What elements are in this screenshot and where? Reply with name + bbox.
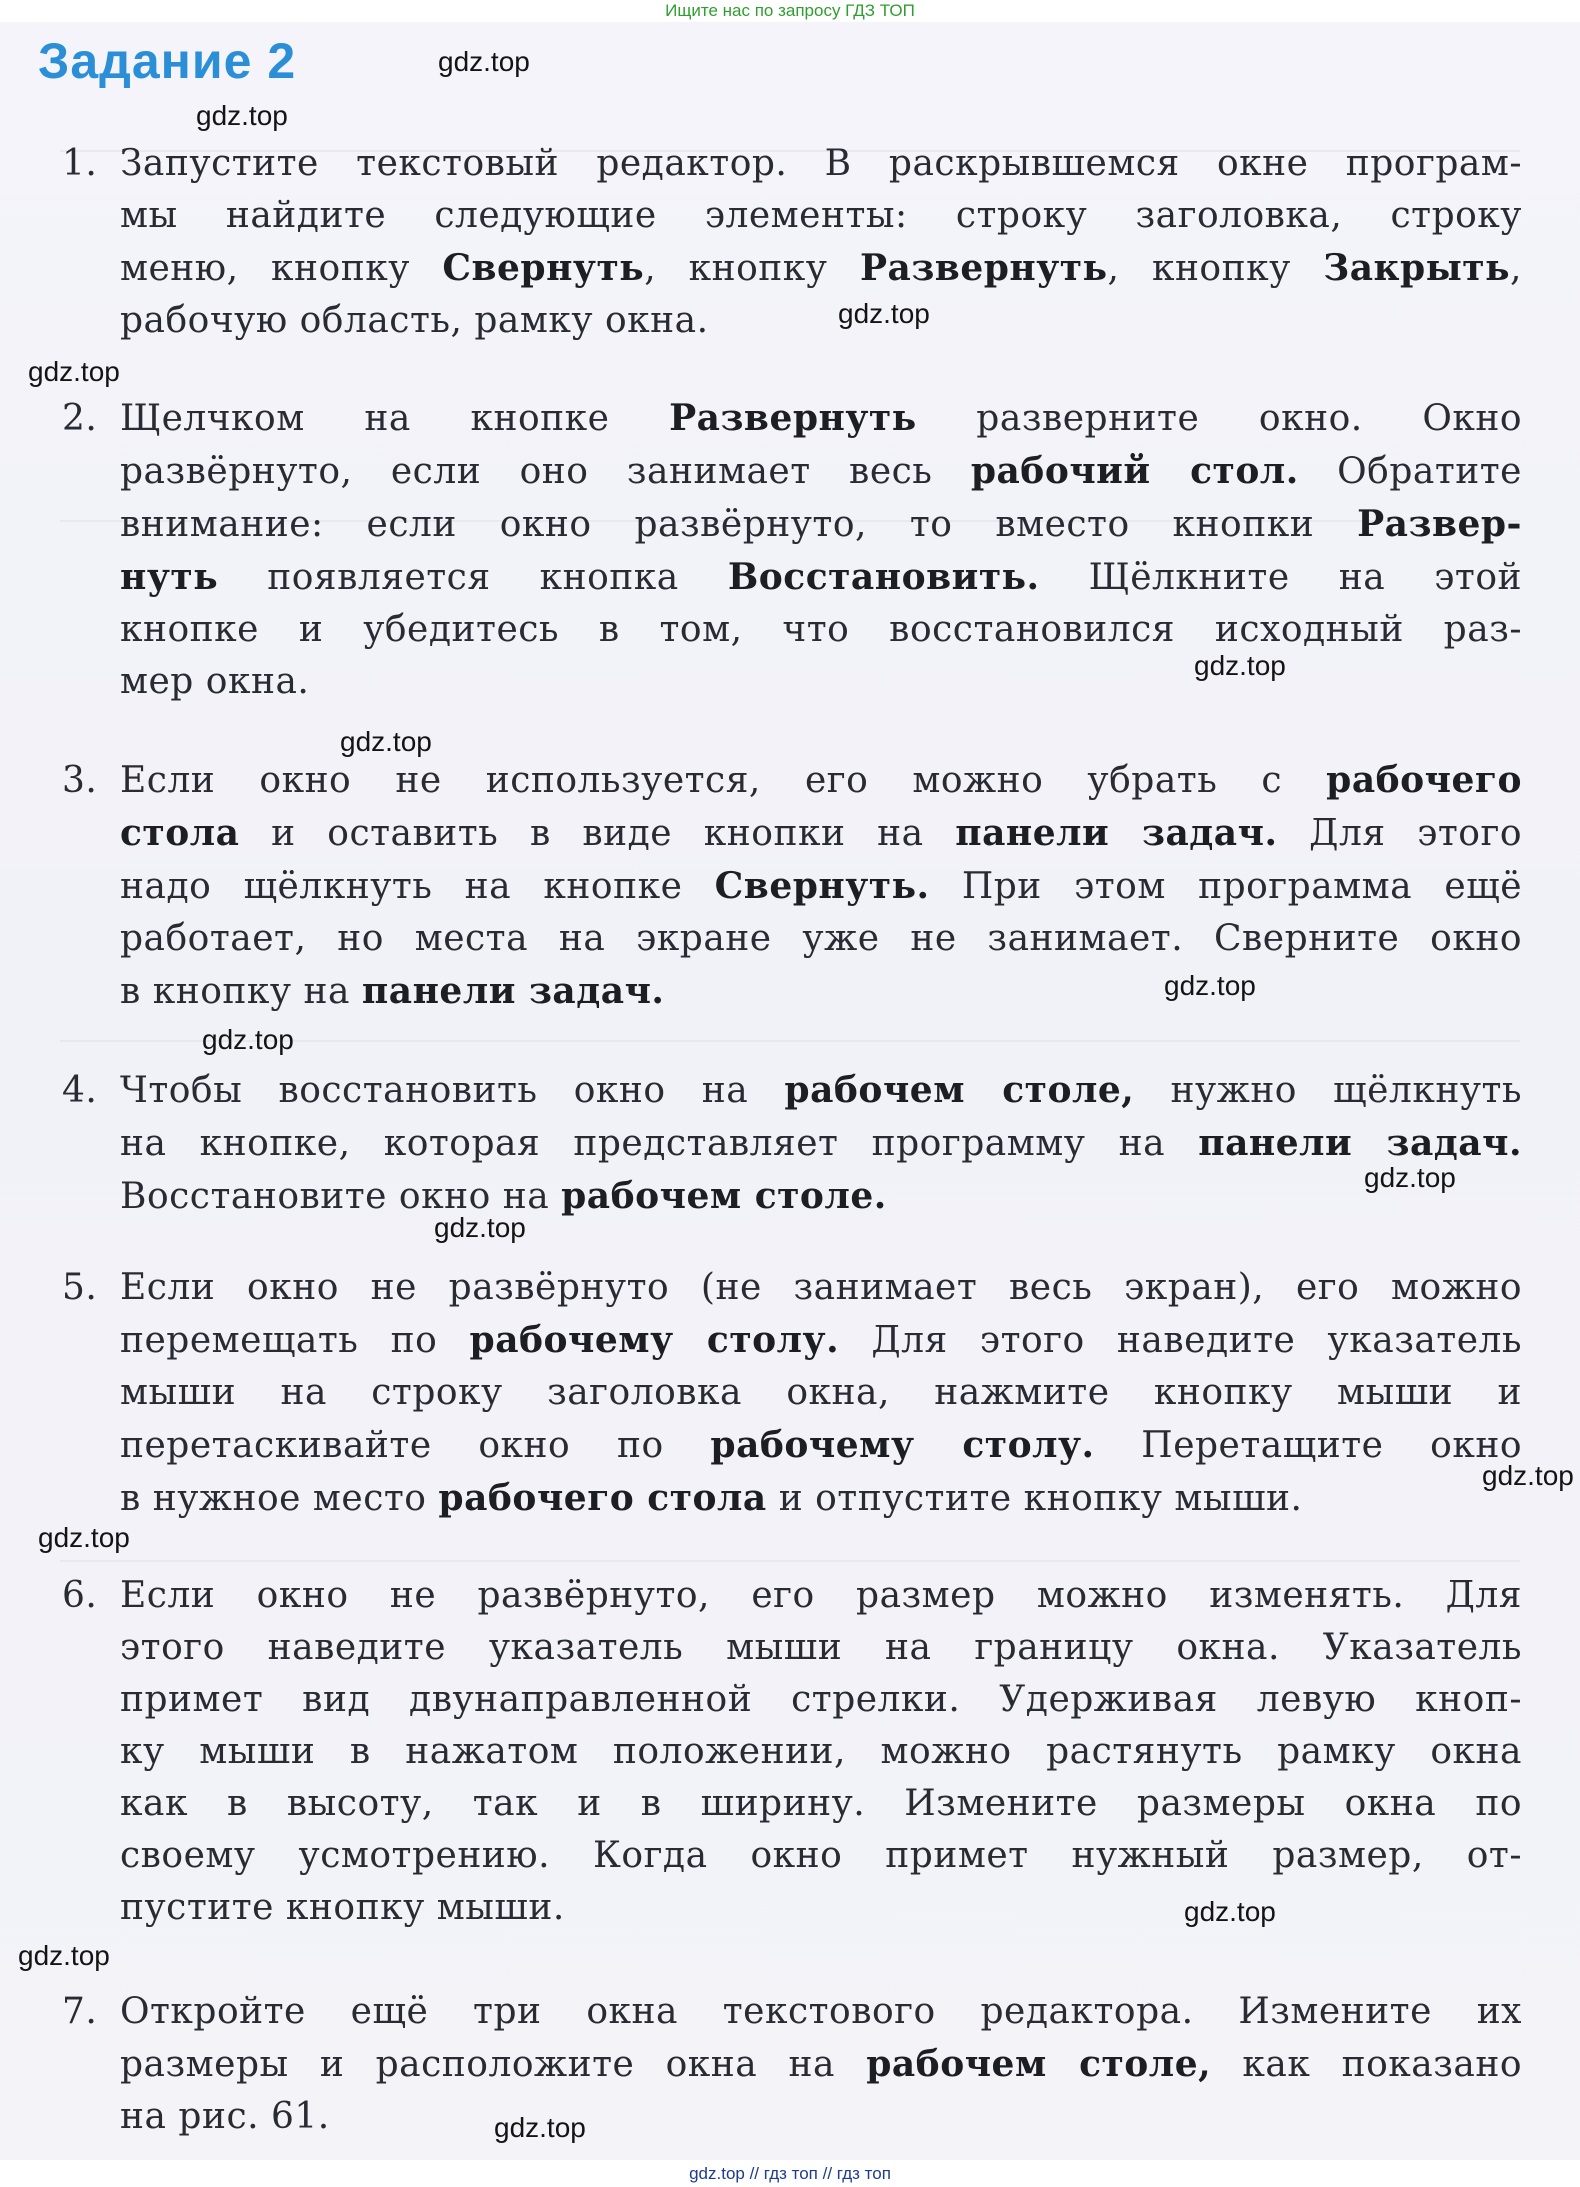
bold-term: Свернуть. xyxy=(714,865,930,907)
bold-term: рабочем столе. xyxy=(561,1175,887,1217)
bold-term: Развернуть xyxy=(859,247,1108,289)
text-span: на рис. 61. xyxy=(120,2096,330,2137)
bold-term: рабочему столу. xyxy=(710,1424,1095,1466)
text-span: в нужное место xyxy=(120,1478,439,1519)
watermark: gdz.top xyxy=(38,1522,130,1553)
text-span: своему усмотрению. Когда окно примет нужный размер, от- xyxy=(120,1835,1522,1876)
text-span: разверните окно. Окно xyxy=(916,398,1523,439)
watermark: gdz.top xyxy=(838,298,930,329)
text-line xyxy=(62,1830,1522,1882)
text-span: Щелчком на кнопке xyxy=(120,398,670,439)
text-line xyxy=(62,1622,1522,1674)
bold-term: рабочему столу. xyxy=(469,1319,840,1361)
watermark: gdz.top xyxy=(494,2112,586,2143)
bold-term: рабочего стола xyxy=(438,1477,767,1519)
text-line xyxy=(62,1570,1522,1622)
bold-term: панели задач. xyxy=(361,970,665,1012)
watermark: gdz.top xyxy=(196,100,288,131)
text-span: Чтобы восстановить окно на xyxy=(120,1070,785,1111)
watermark: gdz.top xyxy=(28,356,120,387)
text-span: развёрнуто, если оно занимает весь xyxy=(120,451,971,492)
watermark: gdz.top xyxy=(340,726,432,757)
text-line xyxy=(62,392,1522,445)
text-line xyxy=(62,2038,1522,2091)
bold-term: стола xyxy=(120,812,240,854)
text-span: и оставить в виде кнопки на xyxy=(239,813,956,854)
text-line xyxy=(62,656,1522,708)
text-line xyxy=(62,1882,1522,1934)
text-span: Щёлкните на этой xyxy=(1039,557,1522,598)
text-span: Обратите xyxy=(1298,451,1522,492)
text-line xyxy=(62,604,1522,656)
bold-term: панели задач. xyxy=(955,812,1278,854)
text-span: внимание: если окно развёрнуто, то вместо кнопки xyxy=(120,504,1358,545)
bold-term: рабочем столе, xyxy=(866,2043,1212,2085)
item-number: 3. xyxy=(62,760,98,801)
text-line xyxy=(62,1064,1522,1117)
text-span: Для этого наведите указатель xyxy=(839,1320,1522,1361)
text-span: нужно щёлкнуть xyxy=(1134,1070,1523,1111)
text-span: размеры и расположите окна на xyxy=(120,2044,867,2085)
watermark: gdz.top xyxy=(1364,1162,1456,1193)
watermark: gdz.top xyxy=(434,1212,526,1243)
text-span: мер окна. xyxy=(120,661,310,702)
text-span: перетаскивайте окно по xyxy=(120,1425,711,1466)
text-line xyxy=(62,138,1522,190)
text-span: на кнопке, которая представляет программу на xyxy=(120,1123,1199,1164)
bold-term: рабочий стол. xyxy=(970,450,1299,492)
bold-term: Закрыть xyxy=(1323,247,1511,289)
task-item-3 xyxy=(62,754,1522,1018)
text-span: и отпустите кнопку мыши. xyxy=(766,1478,1303,1519)
bold-term: рабочем столе, xyxy=(784,1069,1135,1111)
item-number: 4. xyxy=(62,1070,98,1111)
item-number: 5. xyxy=(62,1267,98,1308)
watermark: gdz.top xyxy=(18,1940,110,1971)
text-span: пустите кнопку мыши. xyxy=(120,1887,565,1928)
watermark: gdz.top xyxy=(1164,970,1256,1001)
text-line xyxy=(62,860,1522,913)
text-line xyxy=(62,913,1522,965)
text-line xyxy=(62,1367,1522,1419)
task-item-7 xyxy=(62,1986,1522,2143)
bold-term: Восстановить. xyxy=(727,556,1040,598)
text-span: в кнопку на xyxy=(120,971,362,1012)
item-number: 1. xyxy=(62,143,98,184)
text-span: примет вид двунаправленной стрелки. Удерживая левую кноп- xyxy=(120,1679,1522,1720)
text-span: При этом программа ещё xyxy=(929,866,1522,907)
text-span: , кнопку xyxy=(1107,248,1324,289)
bold-term: нуть xyxy=(120,556,219,598)
task-title: Задание 2 xyxy=(38,33,297,89)
text-line xyxy=(62,498,1522,551)
text-line xyxy=(62,1472,1522,1525)
item-number: 7. xyxy=(62,1991,98,2032)
text-span: Восстановите окно на xyxy=(120,1176,562,1217)
text-span: этого наведите указатель мыши на границу окна. Указатель xyxy=(120,1627,1522,1668)
text-span: мыши на строку заголовка окна, нажмите кнопку мыши и xyxy=(120,1372,1522,1413)
bottom-banner: gdz.top // гдз топ // гдз топ xyxy=(0,2160,1580,2187)
bold-term: рабочего xyxy=(1326,759,1522,801)
text-line xyxy=(62,1778,1522,1830)
text-line xyxy=(62,1262,1522,1314)
text-span: Перетащите окно xyxy=(1094,1425,1523,1466)
text-span: , кнопку xyxy=(644,248,860,289)
task-item-6 xyxy=(62,1570,1522,1934)
text-span: рабочую область, рамку окна. xyxy=(120,300,709,341)
text-line xyxy=(62,1170,1522,1223)
text-span: как показано xyxy=(1211,2044,1522,2085)
text-span: Если окно не развёрнуто, его размер можно изменять. Для xyxy=(120,1575,1522,1616)
text-line xyxy=(62,807,1522,860)
text-span: надо щёлкнуть на кнопке xyxy=(120,866,715,907)
text-line xyxy=(62,242,1522,295)
text-span: работает, но места на экране уже не занимает. Сверните окно xyxy=(120,918,1522,959)
text-span: Запустите текстовый редактор. В раскрывшемся окне програм- xyxy=(120,143,1522,184)
top-banner: Ищите нас по запросу ГДЗ ТОП xyxy=(0,0,1580,22)
bold-term: Развернуть xyxy=(669,397,917,439)
text-span: Если окно не используется, его можно убрать с xyxy=(120,760,1327,801)
text-span: меню, кнопку xyxy=(120,248,443,289)
text-line xyxy=(62,1986,1522,2038)
task-item-1 xyxy=(62,138,1522,347)
text-span: ку мыши в нажатом положении, можно растянуть рамку окна xyxy=(120,1731,1522,1772)
text-span: Откройте ещё три окна текстового редактора. Измените их xyxy=(120,1991,1522,2032)
text-line xyxy=(62,1726,1522,1778)
task-item-4 xyxy=(62,1064,1522,1223)
text-line xyxy=(62,190,1522,242)
task-item-2 xyxy=(62,392,1522,708)
bold-term: Развер- xyxy=(1357,503,1522,545)
watermark: gdz.top xyxy=(438,46,530,77)
text-line xyxy=(62,445,1522,498)
text-line xyxy=(62,1419,1522,1472)
item-number: 2. xyxy=(62,398,98,439)
text-line xyxy=(62,965,1522,1018)
bold-term: Свернуть xyxy=(442,247,645,289)
watermark: gdz.top xyxy=(202,1024,294,1055)
text-line xyxy=(62,1314,1522,1367)
watermark: gdz.top xyxy=(1184,1896,1276,1927)
watermark: gdz.top xyxy=(1482,1460,1574,1491)
watermark: gdz.top xyxy=(1194,650,1286,681)
text-span: перемещать по xyxy=(120,1320,470,1361)
item-number: 6. xyxy=(62,1575,98,1616)
text-line xyxy=(62,2091,1522,2143)
text-span: Если окно не развёрнуто (не занимает весь экран), его можно xyxy=(120,1267,1522,1308)
text-line xyxy=(62,295,1522,347)
text-span: как в высоту, так и в ширину. Измените размеры окна по xyxy=(120,1783,1522,1824)
text-span: появляется кнопка xyxy=(218,557,728,598)
text-span: , xyxy=(1510,248,1522,289)
text-span: Для этого xyxy=(1277,813,1522,854)
bold-term: панели задач. xyxy=(1198,1122,1522,1164)
text-line xyxy=(62,551,1522,604)
text-line xyxy=(62,1674,1522,1726)
text-span: мы найдите следующие элементы: строку заголовка, строку xyxy=(120,195,1522,236)
text-span: кнопке и убедитесь в том, что восстановился исходный раз- xyxy=(120,609,1522,650)
text-line xyxy=(62,1117,1522,1170)
text-line xyxy=(62,754,1522,807)
task-item-5 xyxy=(62,1262,1522,1525)
